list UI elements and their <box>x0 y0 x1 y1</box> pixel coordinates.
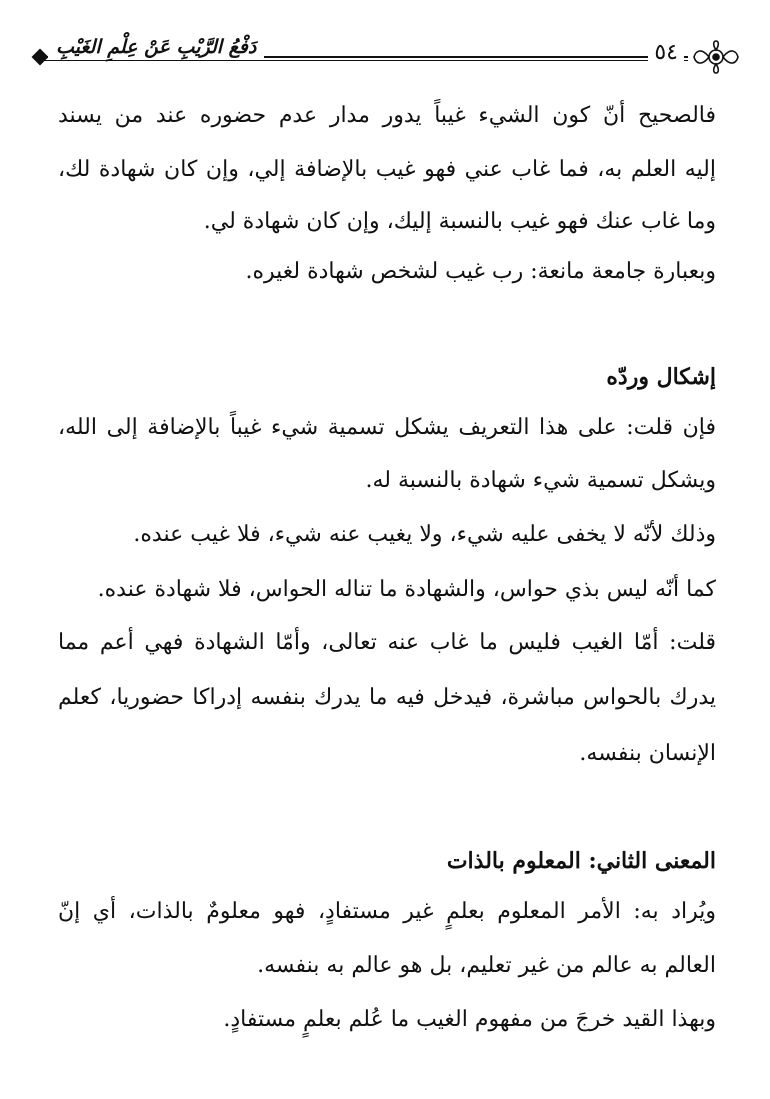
floral-ornament-icon <box>690 40 742 74</box>
section-heading-objection: إشكال وردّه <box>606 364 716 390</box>
paragraph-7-line-1: ويُراد به: الأمر المعلوم بعلمٍ غير مستفادٍ، فهو معلومٌ بالذات، أي إنّ <box>58 899 716 924</box>
paragraph-7-line-2: العالم به عالم من غير تعليم، بل هو عالم به بنفسه. <box>257 953 716 978</box>
page-header <box>30 36 748 76</box>
page-number: ٥٤ <box>648 40 684 65</box>
book-title: دَفْعُ الرَّيْبِ عَنْ عِلْمِ الغَيْبِ <box>48 36 264 58</box>
paragraph-6-line-2: يدرك بالحواس مباشرة، فيدخل فيه ما يدرك بنفسه إدراكا حضوريا، كعلم <box>58 685 716 710</box>
paragraph-6-line-1: قلت: أمّا الغيب فليس ما غاب عنه تعالى، وأمّا الشهادة فهي أعم مما <box>58 630 716 655</box>
paragraph-5: كما أنّه ليس بذي حواس، والشهادة ما تناله الحواس، فلا شهادة عنده. <box>97 577 716 602</box>
paragraph-3-line-1: فإن قلت: على هذا التعريف يشكل تسمية شيء غيباً بالإضافة إلى الله، <box>58 415 716 440</box>
paragraph-4: وذلك لأنّه لا يخفى عليه شيء، ولا يغيب عنه شيء، فلا غيب عنده. <box>133 522 716 547</box>
diamond-icon <box>32 49 49 66</box>
paragraph-1-line-1: فالصحيح أنّ كون الشيء غيباً يدور مدار عدم حضوره عند من يسند <box>58 103 716 128</box>
paragraph-8: وبهذا القيد خرجَ من مفهوم الغيب ما عُلم بعلمٍ مستفادٍ. <box>223 1007 716 1032</box>
paragraph-6-line-3: الإنسان بنفسه. <box>579 741 716 766</box>
paragraph-1-line-2: إليه العلم به، فما غاب عني فهو غيب بالإضافة إلي، وإن كان شهادة لك، <box>58 157 716 182</box>
section-heading-second-meaning: المعنى الثاني: المعلوم بالذات <box>446 848 716 874</box>
paragraph-1-line-3: وما غاب عنك فهو غيب بالنسبة إليك، وإن كان شهادة لي. <box>203 209 716 234</box>
paragraph-3-line-2: ويشكل تسمية شيء شهادة بالنسبة له. <box>365 468 716 493</box>
header-rule-inner <box>44 60 688 61</box>
paragraph-2: وبعبارة جامعة مانعة: رب غيب لشخص شهادة لغيره. <box>245 259 716 284</box>
